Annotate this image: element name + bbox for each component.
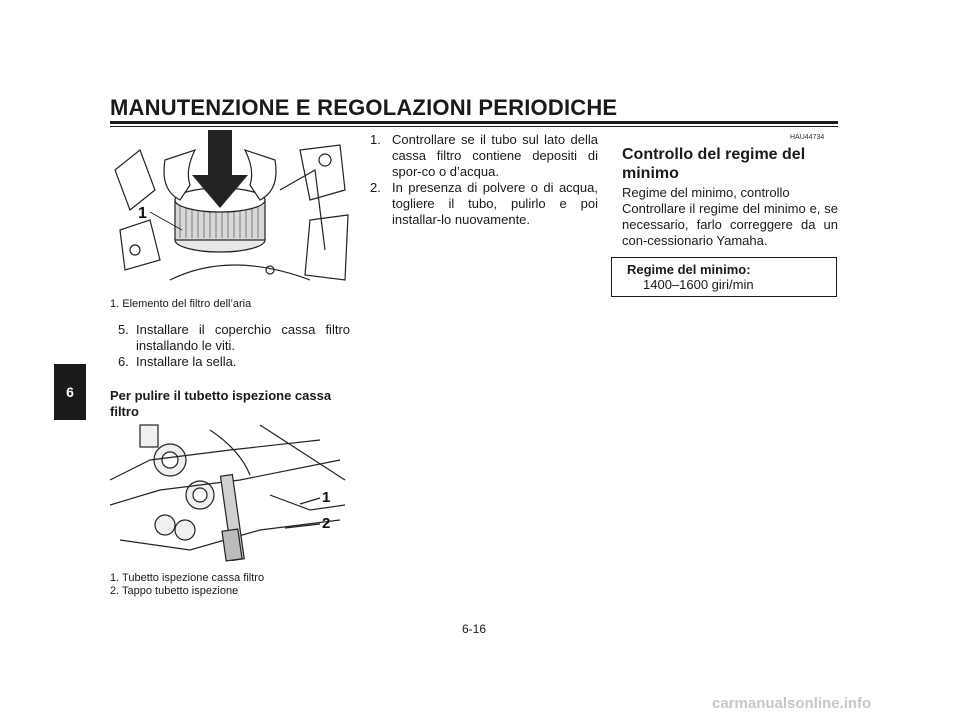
step-text: Installare il coperchio cassa filtro installando le viti. [136,322,350,353]
spec-label: Regime del minimo: [627,262,751,277]
step-number: 1. [370,132,381,147]
figure2-caption-line: 2. Tappo tubetto ispezione [110,585,239,597]
step-text: Controllare se il tubo sul lato della cassa filtro contiene depositi di spor-co o d’acqua. [392,132,598,179]
page-number: 6-16 [462,622,487,636]
air-filter-illustration [110,130,350,290]
step-number: 2. [370,180,381,195]
callout-1: 1 [138,205,147,222]
left-steps-list [118,322,350,370]
check-hose-illustration [110,420,350,570]
figure2-caption [110,572,264,598]
step-number: 6. [118,354,129,369]
step-number: 5. [118,322,129,337]
paragraph-index: Regime del minimo, controllo [622,185,790,200]
spec-value: 1400–1600 giri/min [643,277,754,292]
watermark: carmanualsonline.info [712,695,872,712]
paragraph-body: Controllare il regime del minimo e, se necessario, farlo correggere da un con-cessionario Yamaha. [622,201,838,248]
step-text: Installare la sella. [136,354,237,369]
callout-2: 2 [322,515,331,532]
list-item [370,132,598,180]
list-item [370,180,598,228]
header-rule-thin [110,126,838,127]
middle-steps-list [370,132,598,228]
spec-box [611,257,837,297]
step-text: In presenza di polvere o di acqua, togliere il tubo, pulirlo e poi installar-lo nuovamente. [392,180,598,227]
section-title: Controllo del regime del minimo [622,146,806,182]
page-title: MANUTENZIONE E REGOLAZIONI PERIODICHE [110,95,618,120]
figure2-caption-line: 1. Tubetto ispezione cassa filtro [110,572,265,584]
figure1-caption: 1. Elemento del filtro dell’aria [110,298,252,310]
list-item [118,322,350,354]
callout-1: 1 [322,489,331,506]
list-item [118,354,350,370]
chapter-tab: 6 [54,364,86,420]
header-rule [110,121,838,124]
section-code: HAU44734 [790,134,825,141]
subheading-check-hose: Per pulire il tubetto ispezione cassa filtro [110,388,332,419]
